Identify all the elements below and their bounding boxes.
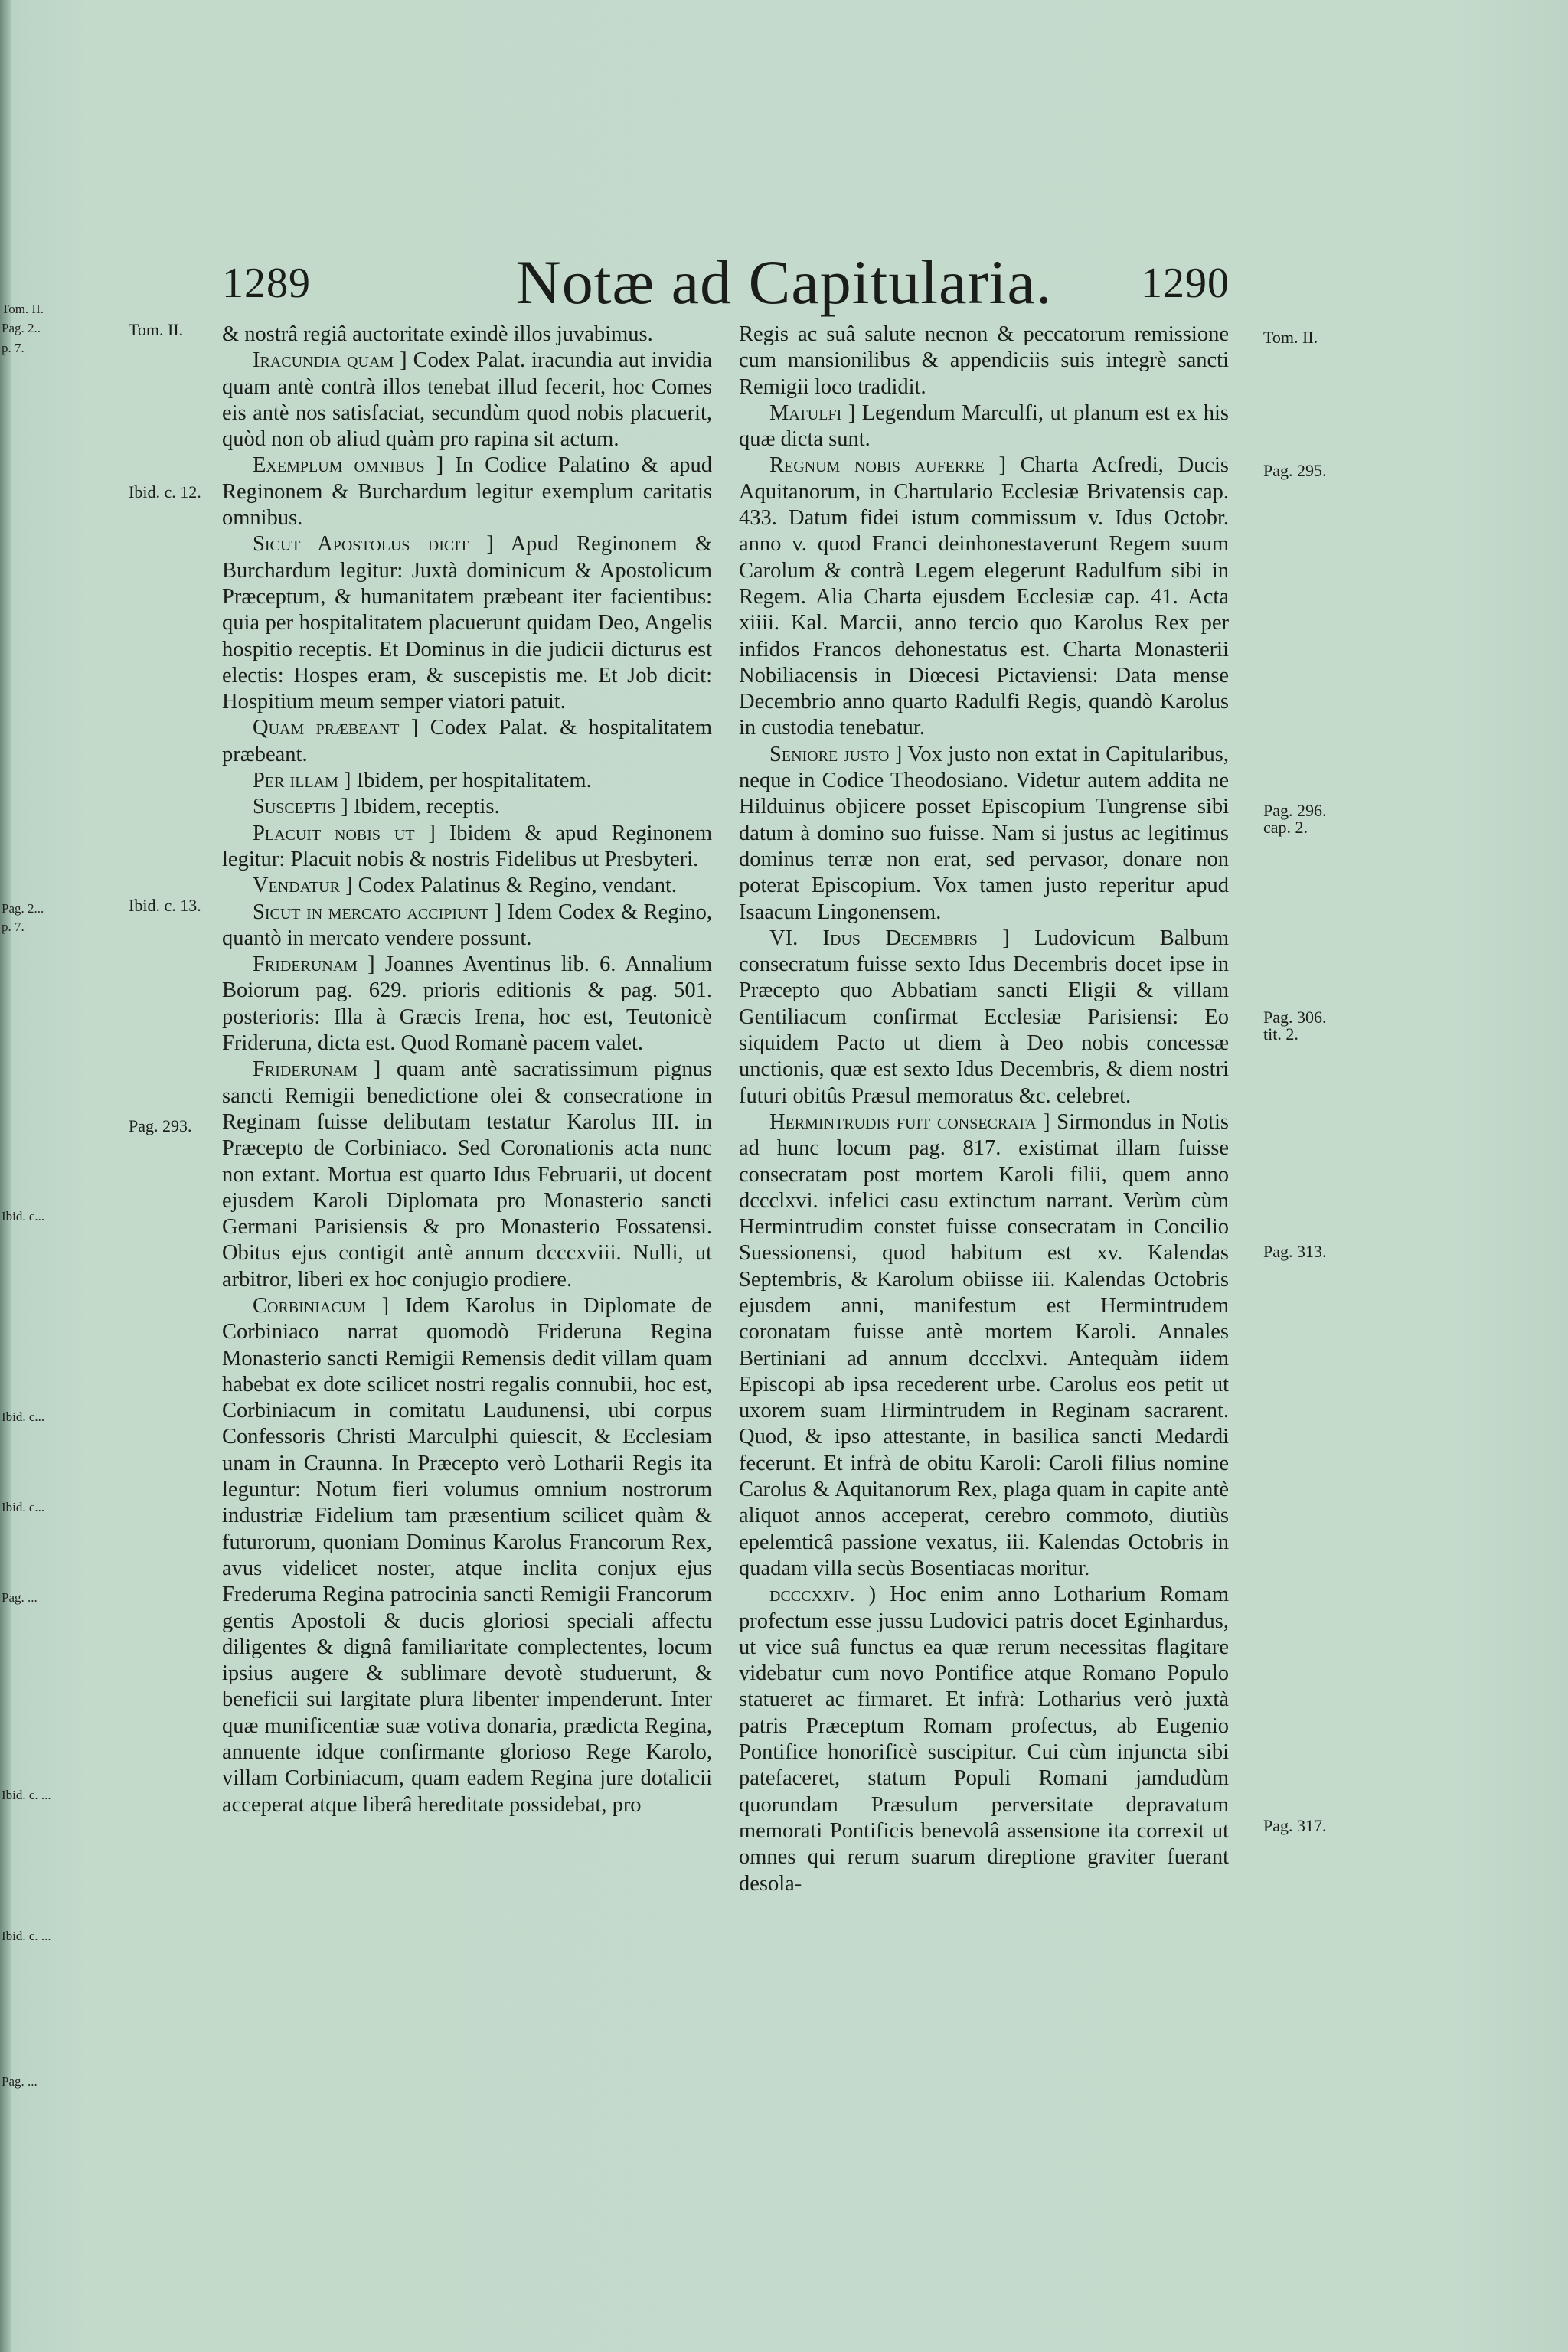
note-paragraph: [222, 794, 712, 820]
note-paragraph: [739, 926, 1229, 1109]
margin-note: Ibid. c. 12.: [129, 482, 201, 501]
note-lemma: Susceptis ]: [253, 795, 348, 819]
note-paragraph: [222, 821, 712, 874]
previous-page-edge: [0, 0, 54, 2352]
margin-note: Pag. 313.: [1263, 1242, 1327, 1261]
note-text: Joannes Aventinus lib. 6. Annalium Boiorum pag. 629. prioris editionis & pag. 501. posterioris: Illa à Græcis Irena, hoc est, Teutonicè Frideruna, dicta est. Quod Romanè pacem valet.: [222, 952, 712, 1056]
note-text: Idem Codex & Regino, quantò in mercato vendere possunt.: [222, 900, 713, 950]
margin-note: Ibid. c. 13.: [129, 896, 201, 915]
margin-note: Pag. 317.: [1263, 1816, 1327, 1835]
margin-note: Pag. 296. cap. 2.: [1263, 801, 1327, 837]
edge-note: Ibid. c. ...: [2, 1929, 51, 1943]
note-text: Hoc enim anno Lotharium Romam profectum esse jussu Ludovici patris docet Eginhardus, ut vice suâ functus ea quæ rerum necessitas flagitare videbatur cum novo Pontifice atque Romano Populo statueret ac firmaret. Et infrà: Lotharius verò juxtà patris Præceptum Romam profectus, ab Eugenio Pontifice honorificè suscipitur. Cui cùm injuncta sibi patefaceret, statum Populi Romani jamdudùm quorundam Præsulum perversitate depravatum memorati Pontificis benevolâ assensione ita correxit ut omnes qui rerum suarum direptione graviter fuerant desola-: [739, 1583, 1229, 1896]
edge-note: Ibid. c...: [2, 1410, 45, 1424]
note-text: Legendum Marculfi, ut planum est ex his quæ dicta sunt.: [739, 400, 1229, 452]
note-text: Apud Reginonem & Burchardum legitur: Juxtà dominicum & Apostolicum Præceptum, & humanitatem præbeant iter facientibus: quia per hospitalitatem placuerunt quidam Deo, Angelis hospitio receptis. Et Dominus in die judicii dicturus est electis: Hospes eram, & suscepistis me. Et Job dicit: Hospitium meum semper viatori patuit.: [222, 532, 712, 714]
note-paragraph: [222, 715, 712, 768]
note-text: In Codice Palatino & apud Reginonem & Burchardum legitur exemplum caritatis omnibus.: [222, 453, 712, 531]
left-column: [222, 322, 712, 1818]
note-lemma: Placuit nobis ut ]: [253, 821, 436, 845]
note-paragraph: [222, 873, 712, 899]
page-title: Notæ ad Capitularia.: [515, 247, 1053, 317]
edge-note: p. 7.: [2, 341, 24, 355]
note-lemma: Friderunam ]: [253, 1057, 381, 1082]
note-lemma: Iracundia quam ]: [253, 348, 407, 373]
note-text: Vox justo non extat in Capitularibus, neque in Codice Theodosiano. Videtur autem addita ne Hilduinus objicere posset Episcopium Tungrense sibi datum à domino suo fuisse. Nam si justus ac legitimus dominus terræ non erat, sed pervasor, donare non poterat Episcopium. Vox tamen justo reperitur apud Isaacum Lingonensem.: [739, 742, 1229, 924]
note-text: Ibidem & apud Reginonem legitur: Placuit nobis & nostris Fidelibus ut Presbyteri.: [222, 821, 712, 871]
edge-note: Tom. II.: [2, 302, 44, 316]
note-text: Codex Palatinus & Regino, vendant.: [352, 874, 678, 898]
page-number-left: 1289: [222, 260, 311, 307]
note-lemma: dcccxxiv. ): [769, 1583, 877, 1607]
note-text: Ludovicum Balbum consecratum fuisse sexto Idus Decembris docet ipse in Præcepto quo Abbatiam sancti Eligii & villam Gentiliacum confirmat Ecclesiæ Parisiensi: Eo siquidem Pacto ut diem à Deo nobis concessæ unctionis, quæ est sexto Idus Decembris, & diem nostri futuri obitûs Præsul memoratus &c. celebret.: [739, 926, 1229, 1108]
note-paragraph: [739, 400, 1229, 453]
edge-note: p. 7.: [2, 920, 24, 934]
note-lemma: Vendatur ]: [253, 874, 353, 898]
note-text: Codex Palat. & hospitalitatem præbeant.: [222, 716, 713, 766]
note-text: Codex Palat. iracundia aut invidia quam antè contrà illos tenebat illud fecerit, hoc Comes eis antè nos satisfaciat, secundùm quod nobis placuerit, quòd non ob aliud quàm pro rapina sit actum.: [222, 348, 712, 452]
note-lemma: Corbiniacum ]: [253, 1293, 390, 1318]
note-text: Regis ac suâ salute necnon & peccatorum remissione cum mansionilibus & appendiciis suis integrè sancti Remigii loco tradidit.: [739, 322, 1229, 399]
note-paragraph: [222, 768, 712, 794]
margin-note: Pag. 295.: [1263, 461, 1327, 480]
note-paragraph: [739, 742, 1229, 926]
note-text: Ibidem, per hospitalitatem.: [351, 769, 592, 793]
note-lemma: Quam præbeant ]: [253, 716, 419, 740]
note-paragraph: [739, 322, 1229, 400]
note-lemma: Sicut Apostolus dicit ]: [253, 532, 494, 557]
note-paragraph: [222, 348, 712, 452]
edge-note: Ibid. c. ...: [2, 1788, 51, 1802]
edge-note: Pag. 2...: [2, 901, 44, 916]
note-lemma: Matulfi ]: [769, 400, 856, 425]
note-text: Charta Acfredi, Ducis Aquitanorum, in Chartulario Ecclesiæ Brivatensis cap. 433. Datum fidei istum commissum v. Idus Octobr. anno v. quod Franci deinhonestaverunt Regem suum Carolum & contrà Legem elegerunt Radulfum sibi in Regem. Alia Charta ejusdem Ecclesiæ cap. 41. Acta xiiii. Kal. Marcii, anno tercio quo Karolus Rex per infidos Francos dehonestatus est. Charta Monasterii Nobiliacensis in Diœcesi Pictaviensi: Data mense Decembrio anno quarto Radulfi Regis, quandò Karolus in custodia tenebatur.: [739, 453, 1230, 740]
note-lemma: Friderunam ]: [253, 952, 375, 977]
note-lemma: Sicut in mercato accipiunt ]: [253, 900, 502, 924]
note-paragraph: [222, 900, 712, 952]
note-paragraph: [739, 452, 1229, 741]
note-text: Ibidem, receptis.: [348, 795, 500, 819]
edge-note: Pag. ...: [2, 1590, 38, 1605]
note-text: quam antè sacratissimum pignus sancti Remigii benedictione olei & consecratione in Reginam fuisse delibutam testatur Karolus III. in Præcepto de Corbiniaco. Sed Coronationis acta nunc non extant. Mortua est quarto Idus Februarii, ut docent ejusdem Karoli Diplomata pro Monasterio sancti Germani Parisiensis & pro Monasterio Fossatensi. Obitus ejus contigit antè annum dcccxviii. Nulli, ut arbitror, liberi ex hoc conjugio prodiere.: [222, 1057, 712, 1292]
note-lemma: Per illam ]: [253, 769, 351, 793]
note-text: Sirmondus in Notis ad hunc locum pag. 817. existimat illam fuisse consecratam post mortem Karoli filii, quem anno dccclxvi. infelici casu extinctum narrant. Verùm cùm Hermintrudim constet fuisse consecratam in Concilio Suessionensi, quod habitum est xv. Kalendas Septembris, & Karolum obiisse iii. Kalendas Octobris ejusdem anni, manifestum est Hermintrudem coronatam fuisse antè mortem Karoli. Annales Bertiniani ad annum dccclxvi. Antequàm iidem Episcopi ab ipsa recederent urbe. Carolus eos petit ut uxorem suam Hirmintrudem in Reginam sacrarent. Quod, & ipso attestante, in basilica sancti Medardi fecerunt. Et infrà de obitu Karoli: Caroli filius nomine Carolus & Aquitanorum Rex, plaga quam in capite antè aliquot annos acceperat, cerebro commoto, diutiùs epelemticâ passione vexatus, iii. Kalendas Octobris in quadam villa secùs Bosentiacas moritur.: [739, 1109, 1230, 1580]
note-text: & nostrâ regiâ auctoritate exindè illos juvabimus.: [222, 322, 653, 346]
edge-note: Ibid. c...: [2, 1500, 45, 1514]
edge-note: Pag. 2..: [2, 321, 41, 335]
edge-note: Pag. ...: [2, 2074, 38, 2089]
note-lemma: VI. Idus Decembris ]: [769, 926, 1010, 950]
right-column: [739, 322, 1229, 1897]
note-paragraph: [222, 452, 712, 531]
note-paragraph: [222, 1057, 712, 1293]
note-lemma: Seniore justo ]: [769, 742, 903, 766]
note-paragraph: [222, 531, 712, 715]
edge-note: Ibid. c...: [2, 1209, 45, 1223]
note-paragraph: [739, 1582, 1229, 1897]
note-lemma: Hermintrudis fuit consecrata ]: [769, 1109, 1050, 1134]
note-text: Idem Karolus in Diplomate de Corbiniaco narrat quomodò Frideruna Regina Monasterio sancti Remigii Remensis dedit villam quam habebat ex dote scilicet nostri regalis connubii, hoc est, Corbiniacum in comitatu Laudunensi, ubi corpus Confessoris Christi Marculphi quiescit, & Ecclesiam unam in Craunna. In Præcepto verò Lotharii Regis ita leguntur: Notum fieri volumus omnium nostrorum industriæ Fidelium tam præsentium scilicet quàm & futurorum, quoniam Dominus Karolus Francorum Rex, avus videlicet noster, atque inclita conjux ejus Frederuma Regina patrocinia sancti Remigii Francorum gentis Apostoli & ducis gloriosi speciali affectu diligentes & dignâ familiaritate complectentes, locum ipsius augere & sublimare devotè studuerunt, & beneficii sui largitate plura libenter impenderunt. Inter quæ munificentiæ suæ votiva donaria, prædicta Regina, annuente idque confirmante glorioso Rege Karolo, villam Corbiniacum, quam eadem Regina jure dotalicii acceperat atque liberâ hereditate possidebat, pro: [222, 1293, 712, 1817]
note-paragraph: [222, 322, 712, 348]
note-lemma: Regnum nobis auferre ]: [769, 453, 1006, 478]
margin-note: Tom. II.: [129, 320, 184, 339]
margin-note: Pag. 306. tit. 2.: [1263, 1008, 1327, 1044]
margin-note: Pag. 293.: [129, 1116, 192, 1135]
note-paragraph: [222, 1293, 712, 1818]
page-number-right: 1290: [1141, 260, 1230, 307]
margin-note: Tom. II.: [1263, 328, 1318, 347]
note-paragraph: [739, 1109, 1229, 1582]
note-paragraph: [222, 952, 712, 1057]
running-header: [0, 247, 1568, 322]
note-lemma: Exemplum omnibus ]: [253, 453, 444, 478]
